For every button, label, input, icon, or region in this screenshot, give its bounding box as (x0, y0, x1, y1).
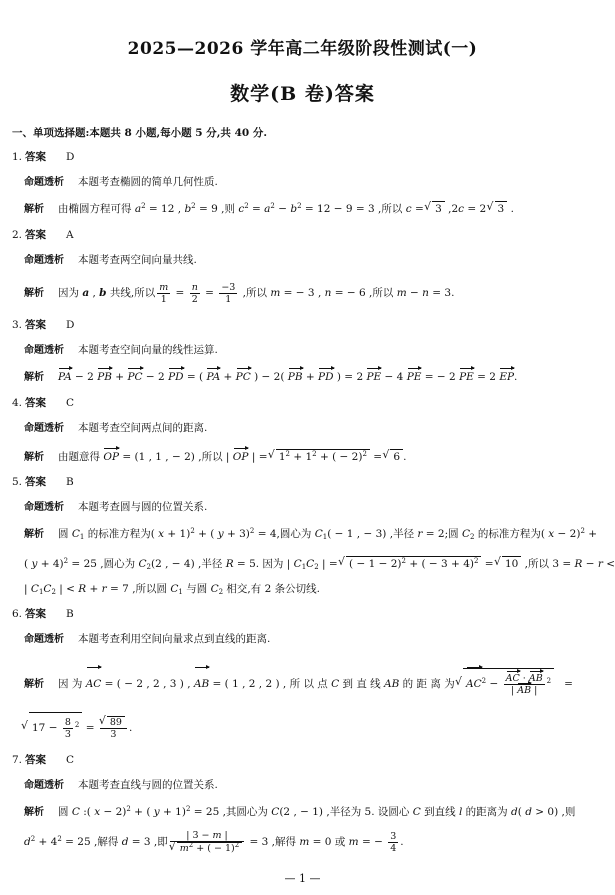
q6-solution-line (24, 668, 573, 700)
q3-analysis-tag: 命题透析 (24, 345, 64, 356)
q1-analysis-line (24, 175, 218, 190)
q6-answer-value: B (66, 608, 74, 620)
q7-answer-line (12, 753, 74, 767)
q2-solution-line (24, 280, 454, 307)
q5-solution-line-3 (24, 582, 320, 596)
q5-analysis-text: 本题考查圆与圆的位置关系. (78, 501, 208, 513)
q4-answer-label: 答案 (25, 397, 47, 409)
q1-solution-line (24, 201, 514, 217)
q5-solution-text-1: 圆 $C_1$ 的标准方程为( x + 1)$^2$ + ( y + 3)$^2$ = 4,圆心为 $C_1( - 1$ , − 3) ,半径 r = 2;圆 $C_2$ 的标准方程为( x − 2)$^2$ + (58, 527, 598, 541)
q1-answer-value: D (66, 151, 75, 163)
q5-solution-line (24, 527, 597, 542)
section-heading: 一、单项选择题:本题共 8 小题,每小题 5 分,共 40 分. (12, 127, 267, 139)
q3-solution-text: PA − 2 PB + PC − 2 PD = ( PA + PC ) − 2( PB + PD ) = 2 PE − 4 PE = − 2 PE = 2 EP. (58, 371, 518, 383)
q6-solution-text-1: 因 为 AC = ( − 2 , 2 , 3 ) , AB = ( 1 , 2 , 2 ) , 所 以 点 C 到 直 线 AB 的 距 离 为 √ $AC^2$ − $\frac{AC \cdot AB}{| AB |}$ $^2$ = (58, 678, 573, 690)
q2-answer-value: A (66, 229, 74, 241)
q3-solution-tag: 解析 (24, 372, 44, 383)
q1-answer-line (12, 150, 74, 164)
q6-solution-text-2: √ 17 − $\frac{8}{3}$ $^2$ = √ $\frac{89}{3}$ . (24, 722, 132, 734)
q3-answer-value: D (66, 319, 75, 331)
q2-analysis-text: 本题考查两空间向量共线. (78, 254, 197, 266)
q7-solution-tag: 解析 (24, 807, 44, 818)
q5-answer-value: B (66, 476, 74, 488)
q6-answer-line (12, 607, 74, 621)
q4-solution-line (24, 449, 406, 465)
q5-analysis-tag: 命题透析 (24, 502, 64, 513)
q2-answer-line (12, 228, 74, 242)
q5-solution-text-3: | $C_1C_2$ | < R + r = 7 ,所以圆 $C_1$ 与圆 $C_2$ 相交,有 2 条公切线. (24, 583, 320, 596)
q7-answer-value: C (66, 754, 75, 766)
q5-solution-line-2 (24, 556, 615, 571)
q7-solution-line (24, 805, 575, 820)
q2-number: 2. (12, 229, 23, 241)
q6-answer-label: 答案 (25, 608, 47, 620)
q4-solution-tag: 解析 (24, 452, 44, 463)
q4-analysis-text: 本题考查空间两点间的距离. (78, 422, 208, 434)
q4-analysis-tag: 命题透析 (24, 423, 64, 434)
q5-solution-tag: 解析 (24, 529, 44, 540)
q3-number: 3. (12, 319, 23, 331)
q1-analysis-text: 本题考查椭圆的简单几何性质. (78, 176, 218, 188)
q5-number: 5. (12, 476, 23, 488)
q7-number: 7. (12, 754, 23, 766)
q2-solution-text: 因为 a , b 共线,所以 $\frac{m}{1}$ = $\frac{n}{2}$ = $\frac{-3}{1}$ ,所以 m = − 3 , n = − 6 ,所以 m − n = 3. (58, 281, 455, 305)
q5-solution-text-2: ( y + 4)$^2$ = 25 ,圆心为 $C_2(2$ , − 4) ,半径 R = 5. 因为 | $C_1C_2$ | = √ ( − 1 − 2)$^2$ + ( − 3 + 4)$^2$ = √ 10 ,所以 3 = R − r < (24, 558, 615, 570)
page-number: — 1 — (284, 872, 321, 885)
q2-answer-label: 答案 (25, 229, 47, 241)
q2-analysis-line (24, 253, 197, 268)
q7-solution-line-2 (24, 828, 404, 856)
q1-analysis-tag: 命题透析 (24, 177, 64, 188)
q7-answer-label: 答案 (25, 754, 47, 766)
q1-answer-label: 答案 (25, 151, 47, 163)
q6-solution-line-2 (24, 712, 132, 743)
q6-number: 6. (12, 608, 23, 620)
q6-analysis-text: 本题考查利用空间向量求点到直线的距离. (78, 633, 271, 645)
exam-subtitle: 数学(B 卷)答案 (230, 83, 375, 105)
q7-analysis-text: 本题考查直线与圆的位置关系. (78, 779, 218, 791)
q3-analysis-line (24, 343, 218, 358)
q1-solution-text: 由椭圆方程可得 $a^2 = 12$ , $b^2 = 9$ ,则 $c^2 = a^2 - b^2 = 12 - 9 = 3$ ,所以 c = √ 3 ,2c = 2 √ 3 . (58, 203, 514, 215)
q2-solution-tag: 解析 (24, 288, 44, 299)
q4-number: 4. (12, 397, 23, 409)
q6-analysis-line (24, 632, 270, 647)
q5-answer-line (12, 475, 74, 489)
q5-answer-label: 答案 (25, 476, 47, 488)
q4-solution-text: 由题意得 OP = (1 , 1 , − 2) ,所以 | OP | = √ $1^2 + 1^2$ + ( − 2)$^2$ = √ 6 . (58, 451, 406, 463)
q4-answer-line (12, 396, 74, 410)
q2-analysis-tag: 命题透析 (24, 255, 64, 266)
q5-analysis-line (24, 500, 207, 515)
q1-solution-tag: 解析 (24, 204, 44, 215)
q6-solution-tag: 解析 (24, 679, 44, 690)
q7-analysis-line (24, 778, 218, 793)
exam-title: 2025—2026 学年高二年级阶段性测试(一) (127, 39, 478, 59)
q7-solution-text-1: 圆 C :( x − 2)$^2$ + ( y + 1)$^2$ = 25 ,其圆心为 C(2 , − 1) ,半径为 5. 设圆心 C 到直线 l 的距离为 d( d > 0) ,则 (58, 805, 576, 818)
q1-number: 1. (12, 151, 23, 163)
q4-analysis-line (24, 421, 207, 436)
q3-analysis-text: 本题考查空间向量的线性运算. (78, 344, 218, 356)
q3-answer-line (12, 318, 74, 332)
q7-analysis-tag: 命题透析 (24, 780, 64, 791)
q7-solution-text-2: $d^2 + 4^2 = 25$ ,解得 d = 3 ,即 | 3 − m | √ $m^2$ + ( − 1)$^2$ = 3 ,解得 m = 0 或 m = − $\frac{3}{4}$ . (24, 836, 404, 848)
q3-answer-label: 答案 (25, 319, 47, 331)
q4-answer-value: C (66, 397, 75, 409)
q3-solution-line (24, 370, 517, 385)
q6-analysis-tag: 命题透析 (24, 634, 64, 645)
